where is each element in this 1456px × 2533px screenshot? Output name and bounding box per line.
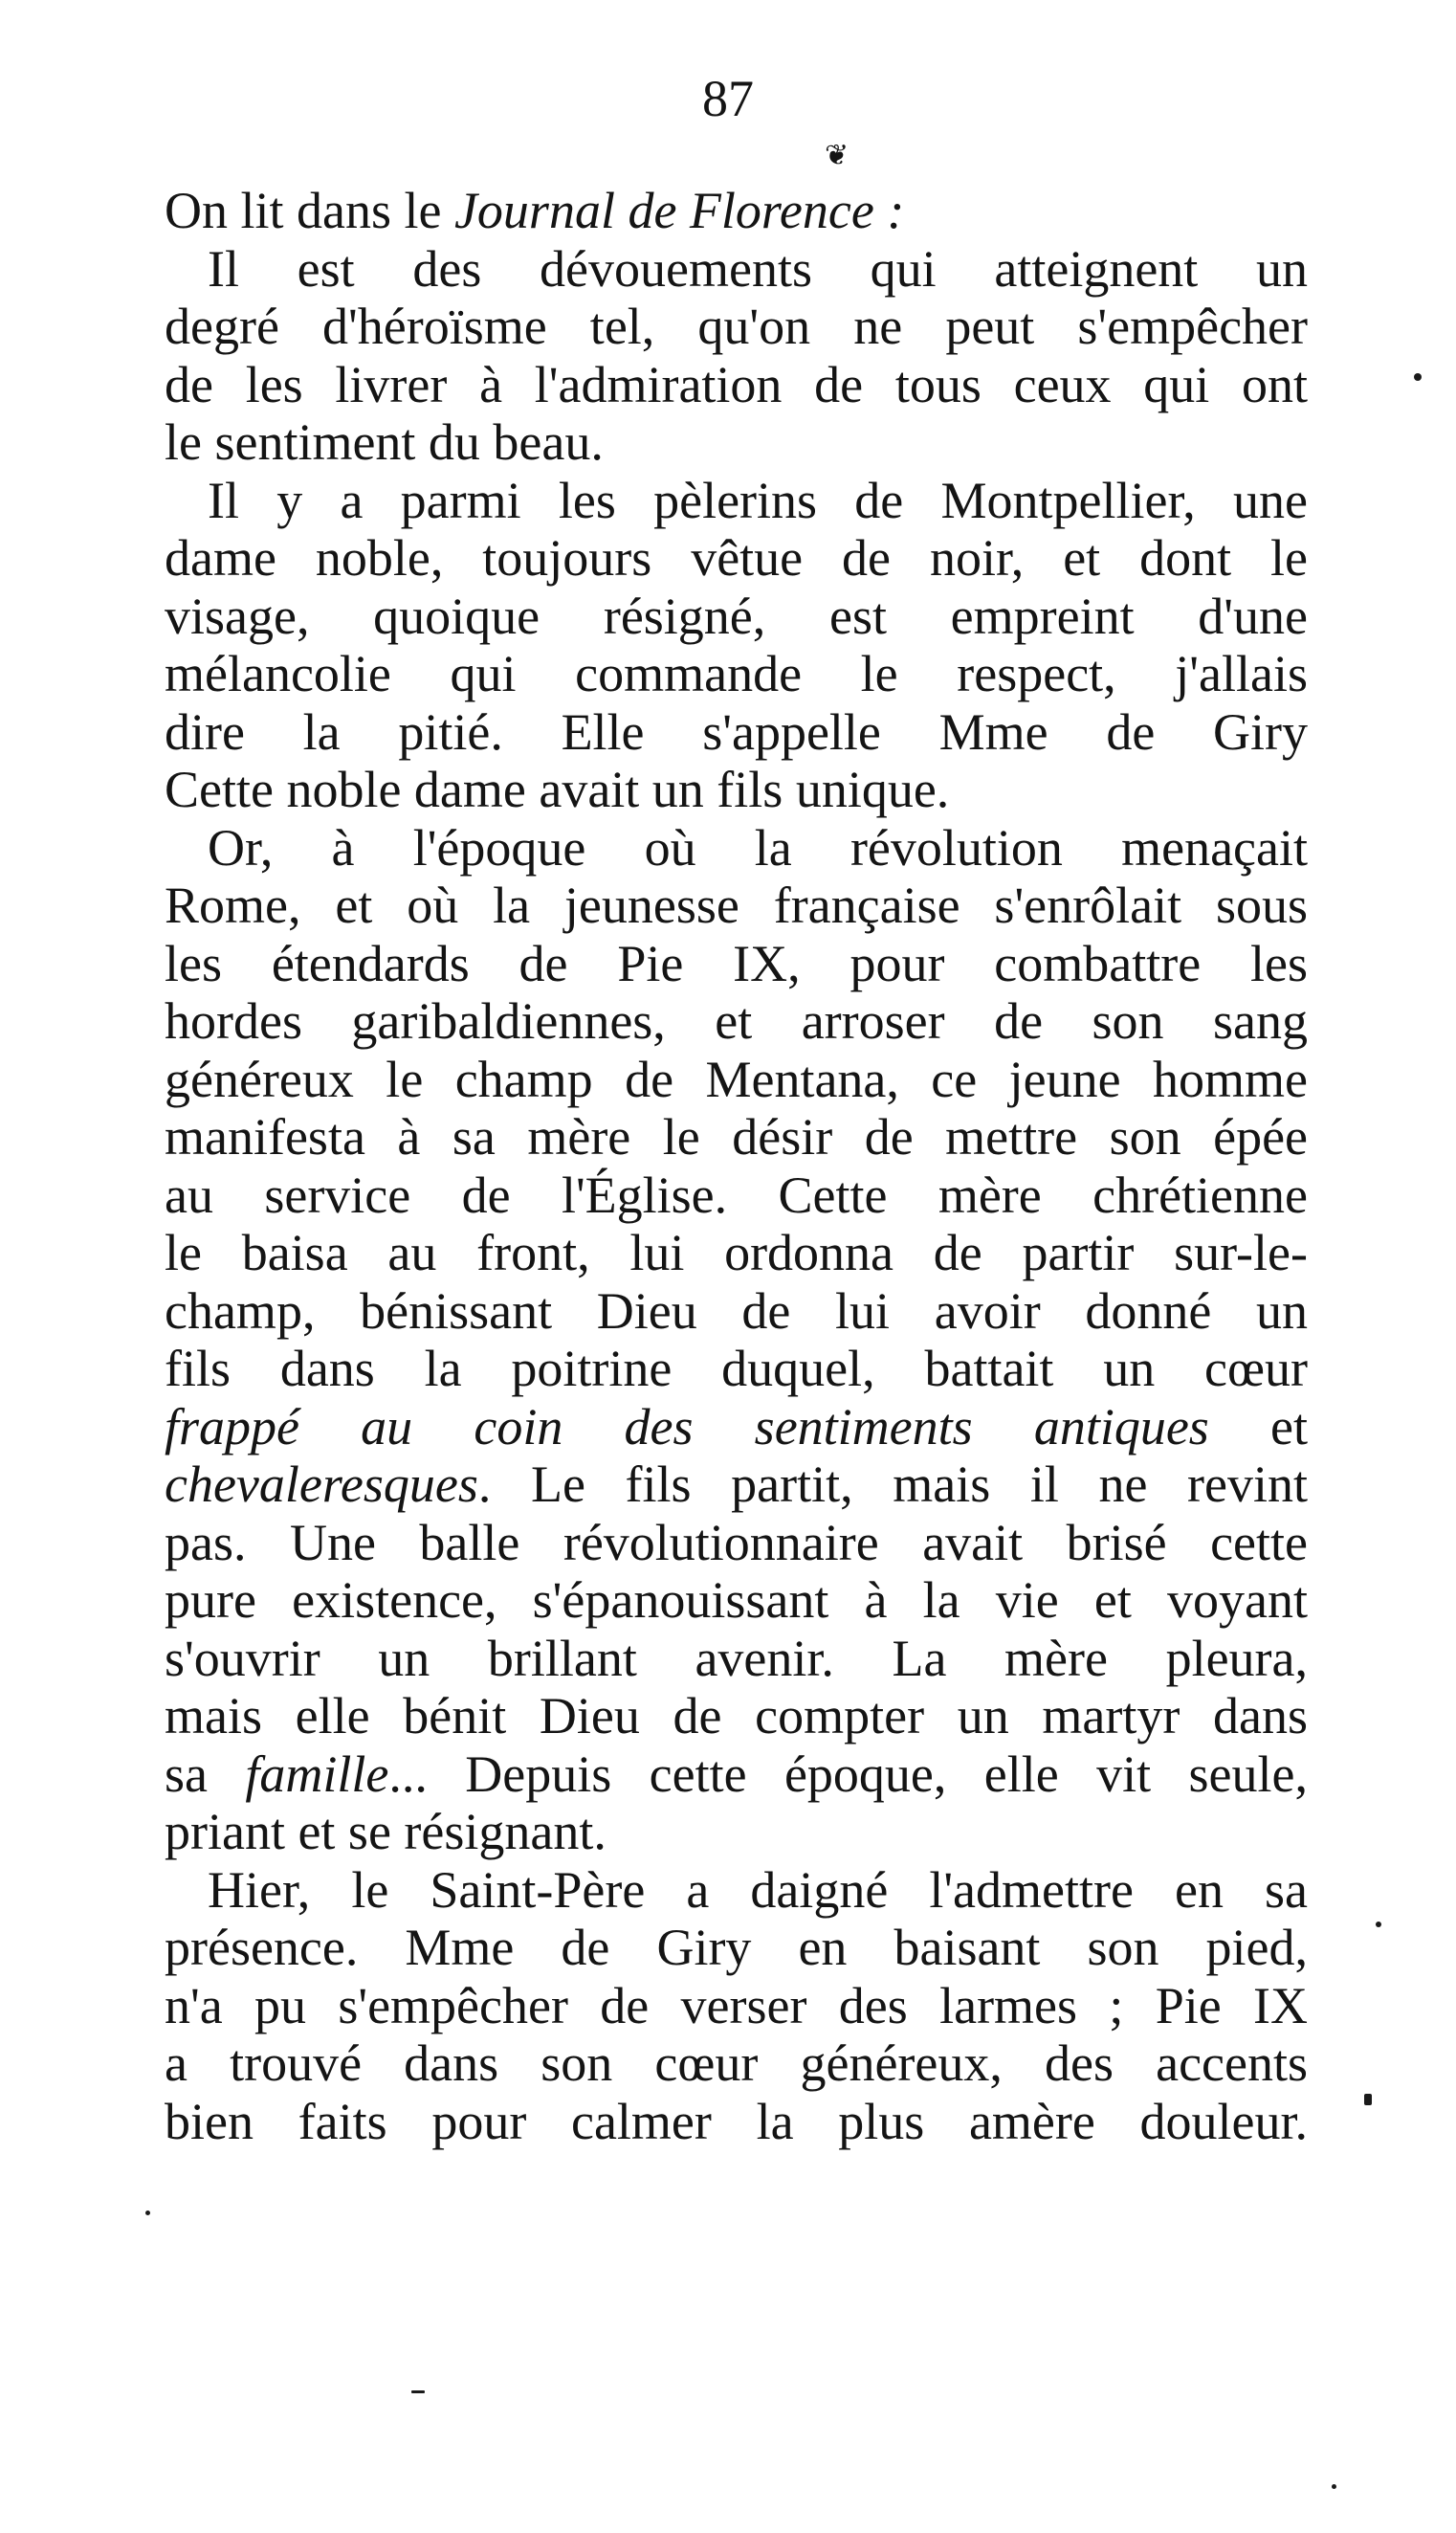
article-body: [165, 182, 1308, 2150]
text-line: au service de l'Église. Cette mère chrétienne: [165, 1166, 1308, 1224]
text-line: mais elle bénit Dieu de compter un martyr dans: [165, 1687, 1308, 1744]
italic-word: famille: [245, 1744, 389, 1803]
text-line: priant et se résignant.: [165, 1803, 607, 1860]
text-line: le baisa au front, lui ordonna de partir sur-le-: [165, 1224, 1308, 1281]
page-number: 87: [702, 70, 754, 127]
text-line: [165, 1398, 1308, 1456]
text-line: fils dans la poitrine duquel, battait un cœur: [165, 1340, 1308, 1397]
text-line: généreux le champ de Mentana, ce jeune homme: [165, 1050, 1308, 1108]
journal-title: Journal de Florence :: [453, 182, 905, 239]
text-line: pas. Une balle révolutionnaire avait brisé cette: [165, 1513, 1308, 1571]
text-line: Il y a parmi les pèlerins de Montpellier, une: [208, 471, 1308, 529]
text-line: les étendards de Pie IX, pour combattre les: [165, 934, 1308, 992]
intro-line: [165, 182, 1308, 240]
text-line: champ, bénissant Dieu de lui avoir donné un: [165, 1281, 1308, 1340]
text-segment: sa: [165, 1744, 246, 1803]
scan-speck: [1376, 1922, 1381, 1927]
intro-text: On lit dans le: [165, 182, 454, 239]
text-line: mélancolie qui commande le respect, j'allais: [165, 645, 1308, 702]
text-line: Or, à l'époque où la révolution menaçait: [208, 818, 1308, 877]
text-line: Rome, et où la jeunesse française s'enrôlait sous: [165, 877, 1308, 934]
text-line: Il est des dévouements qui atteignent un: [208, 239, 1308, 298]
text-line: Cette noble dame avait un fils unique.: [165, 761, 950, 818]
text-segment: . Le fils partit, mais il ne revint: [477, 1455, 1308, 1513]
text-segment: et: [1208, 1397, 1308, 1455]
text-line: dame noble, toujours vêtue de noir, et dont le: [165, 529, 1308, 587]
text-line: s'ouvrir un brillant avenir. La mère pleura,: [165, 1629, 1308, 1687]
scan-speck: [1414, 373, 1422, 381]
text-line: [165, 1455, 1308, 1514]
text-line: le sentiment du beau.: [165, 413, 604, 471]
text-segment: ... Depuis cette époque, elle vit seule,: [388, 1744, 1308, 1803]
italic-quote: frappé au coin des sentiments antiques: [165, 1397, 1209, 1455]
text-line: bien faits pour calmer la plus amère douleur.: [165, 2092, 1308, 2150]
scan-speck: [145, 2211, 150, 2215]
text-line: hordes garibaldiennes, et arroser de son sang: [165, 992, 1308, 1050]
scan-speck: [1364, 2094, 1372, 2105]
text-line: pure existence, s'épanouissant à la vie et voyant: [165, 1571, 1308, 1629]
text-line: n'a pu s'empêcher de verser des larmes ; Pie IX: [165, 1976, 1308, 2034]
text-line: [165, 1745, 1308, 1804]
scan-speck: [411, 2390, 425, 2393]
text-line: manifesta à sa mère le désir de mettre son épée: [165, 1108, 1308, 1166]
text-line: Hier, le Saint-Père a daigné l'admettre en sa: [208, 1860, 1308, 1919]
printer-ornament: ❦: [825, 140, 849, 171]
text-line: degré d'héroïsme tel, qu'on ne peut s'empêcher: [165, 298, 1308, 355]
text-line: a trouvé dans son cœur généreux, des accents: [165, 2034, 1308, 2092]
text-line: dire la pitié. Elle s'appelle Mme de Giry: [165, 702, 1308, 761]
italic-quote: chevaleresques: [165, 1455, 478, 1513]
scan-speck: [1332, 2484, 1336, 2489]
text-line: visage, quoique résigné, est empreint d'une: [165, 587, 1308, 645]
text-line: de les livrer à l'admiration de tous ceux qui ont: [165, 355, 1308, 413]
text-line: présence. Mme de Giry en baisant son pied,: [165, 1919, 1308, 1976]
